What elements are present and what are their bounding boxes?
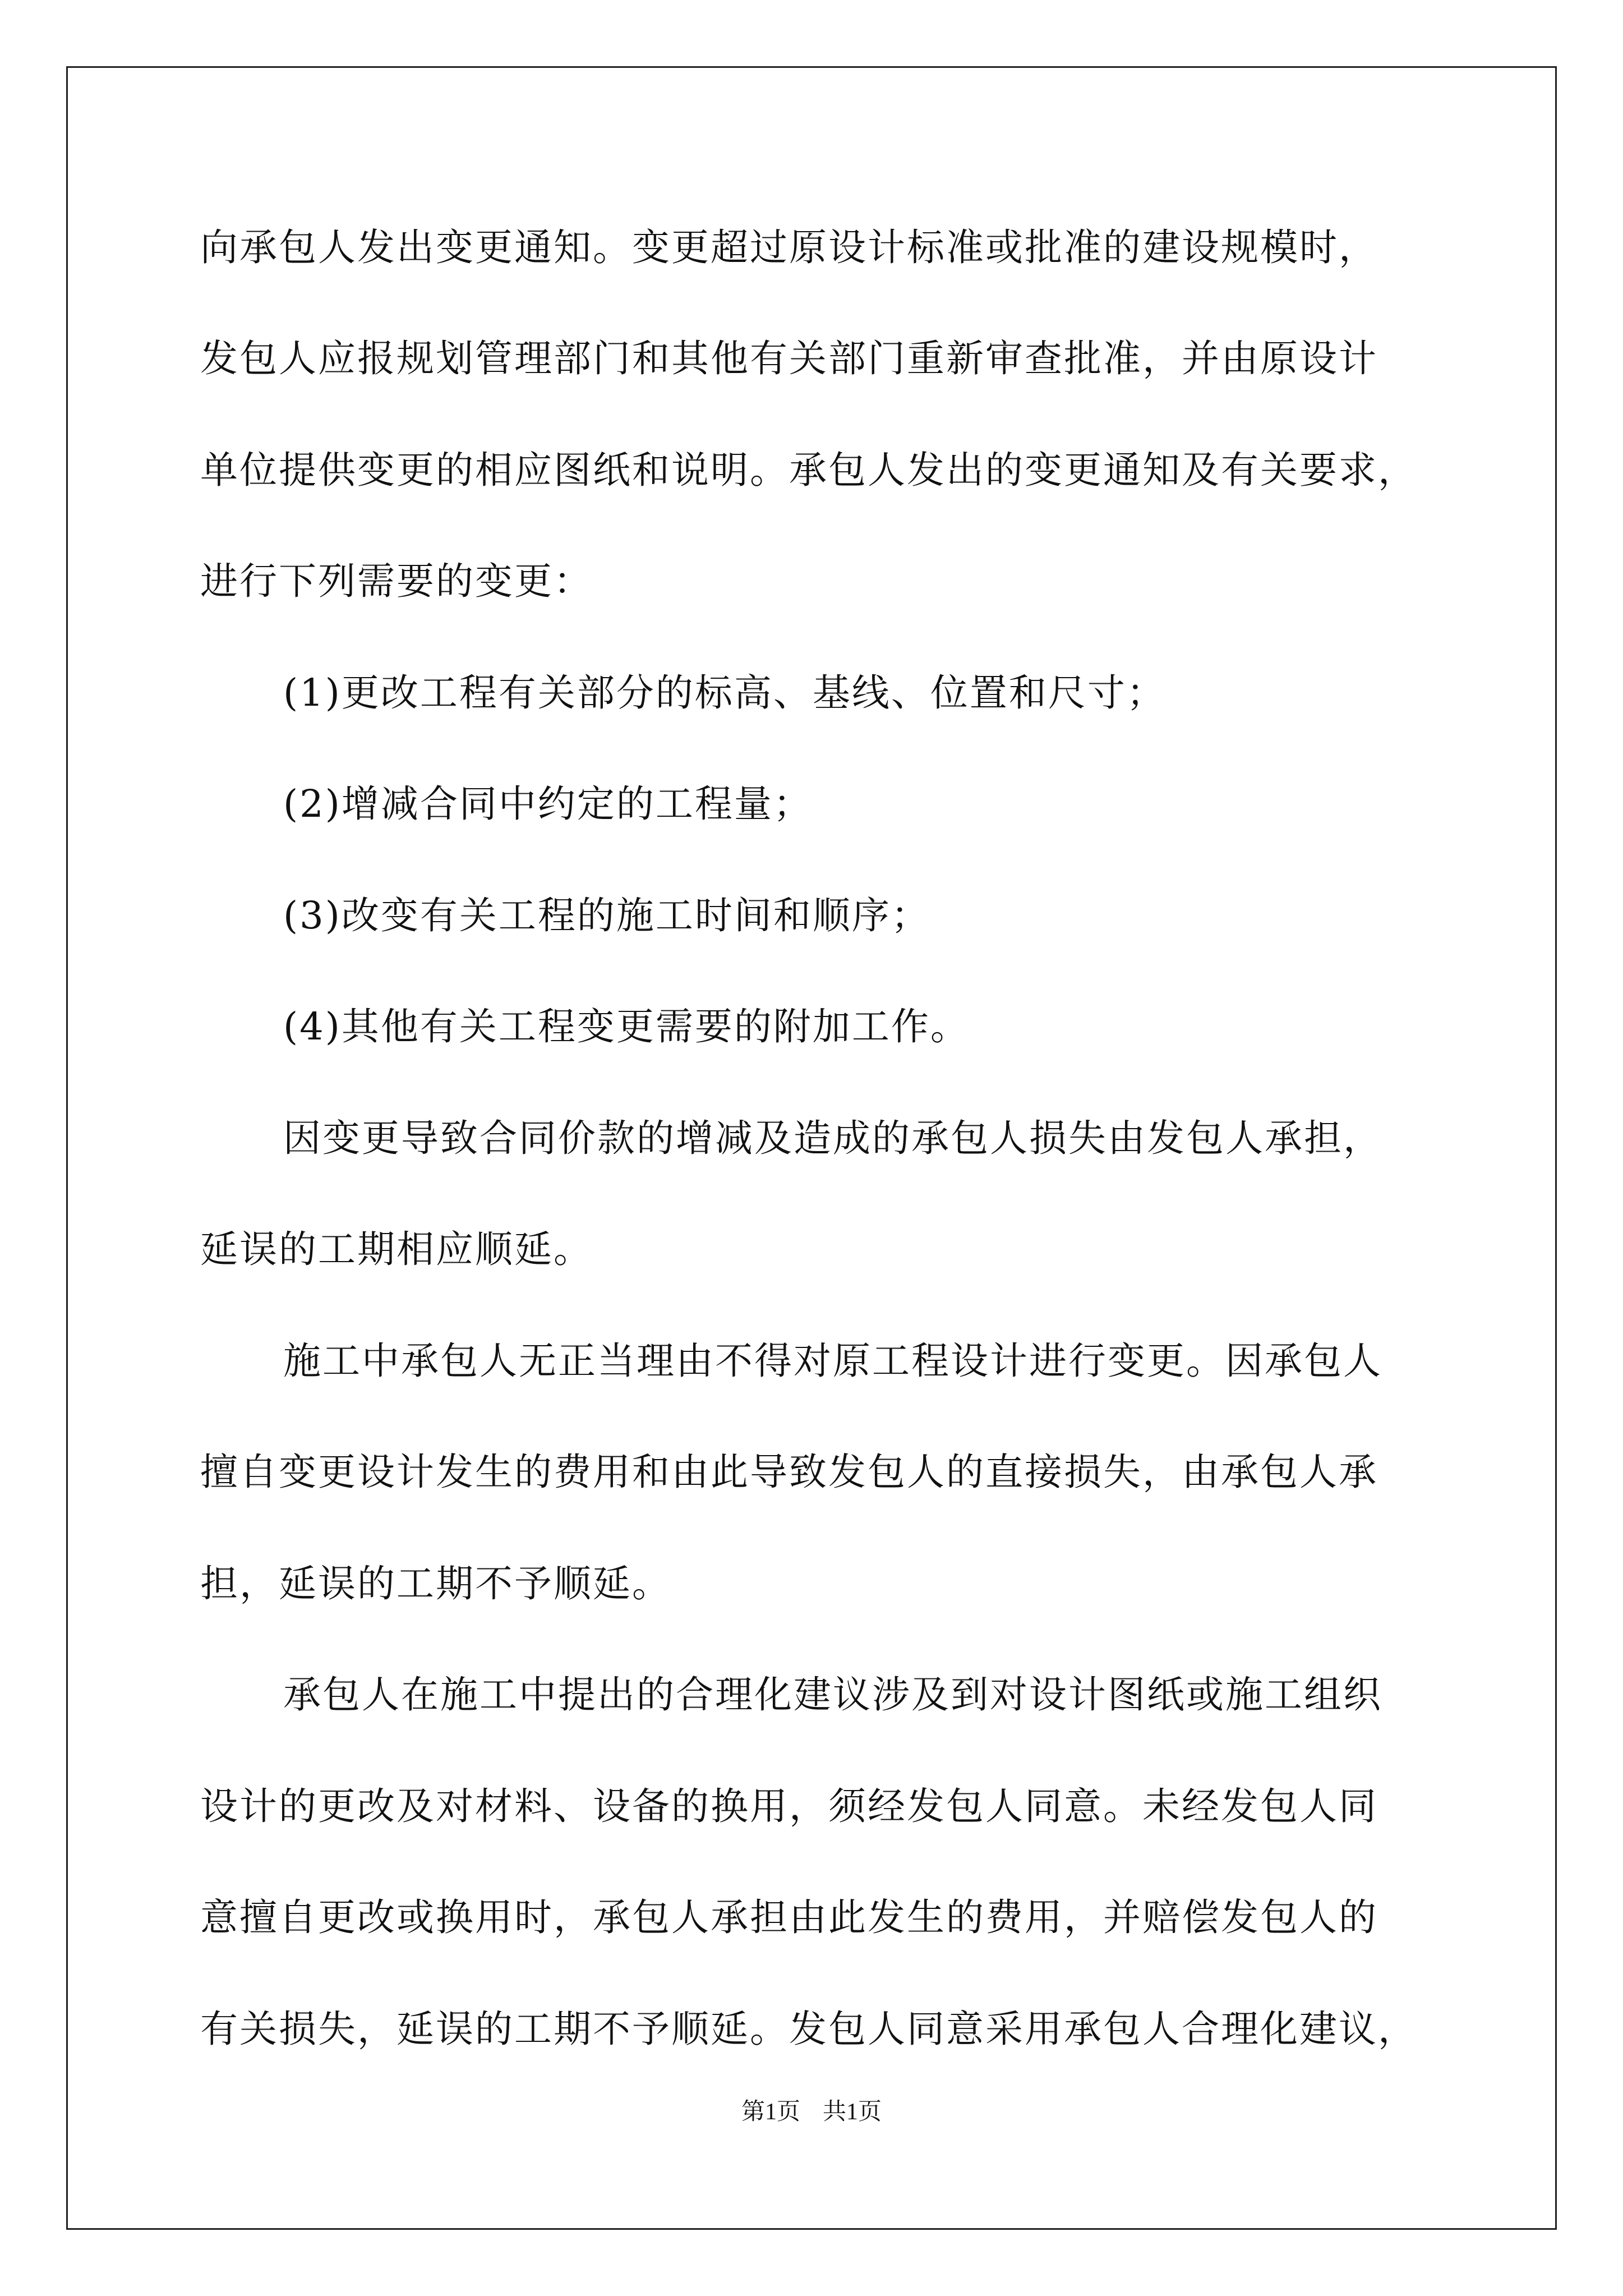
text-line: 延误的工期相应顺延。 bbox=[200, 1227, 593, 1271]
text-line: 单位提供变更的相应图纸和说明。承包人发出的变更通知及有关要求， bbox=[200, 448, 1417, 492]
list-item: (4)其他有关工程变更需要的附加工作。 bbox=[283, 1005, 970, 1048]
text-line: 进行下列需要的变更： bbox=[200, 559, 593, 603]
page-number: 第1页 bbox=[741, 2099, 800, 2125]
page-total: 共1页 bbox=[823, 2099, 882, 2125]
list-item: (2)增减合同中约定的工程量； bbox=[283, 782, 813, 826]
paragraph-start: 施工中承包人无正当理由不得对原工程设计进行变更。因承包人 bbox=[283, 1339, 1382, 1383]
text-line: 擅自变更设计发生的费用和由此导致发包人的直接损失，由承包人承 bbox=[200, 1450, 1378, 1494]
paragraph-start: 因变更导致合同价款的增减及造成的承包人损失由发包人承担， bbox=[283, 1116, 1382, 1160]
text-line: 向承包人发出变更通知。变更超过原设计标准或批准的建设规模时， bbox=[200, 226, 1378, 269]
text-line: 意擅自更改或换用时，承包人承担由此发生的费用，并赔偿发包人的 bbox=[200, 1895, 1378, 1939]
text-line: 发包人应报规划管理部门和其他有关部门重新审查批准，并由原设计 bbox=[200, 337, 1378, 380]
text-line: 设计的更改及对材料、设备的换用，须经发包人同意。未经发包人同 bbox=[200, 1784, 1378, 1828]
list-item: (1)更改工程有关部分的标高、基线、位置和尺寸； bbox=[283, 671, 1166, 715]
paragraph-start: 承包人在施工中提出的合理化建议涉及到对设计图纸或施工组织 bbox=[283, 1673, 1382, 1717]
page-footer bbox=[0, 2095, 1623, 2129]
list-item: (3)改变有关工程的施工时间和顺序； bbox=[283, 894, 930, 937]
text-line: 担，延误的工期不予顺延。 bbox=[200, 1562, 671, 1605]
text-line: 有关损失，延误的工期不予顺延。发包人同意采用承包人合理化建议， bbox=[200, 2007, 1417, 2051]
